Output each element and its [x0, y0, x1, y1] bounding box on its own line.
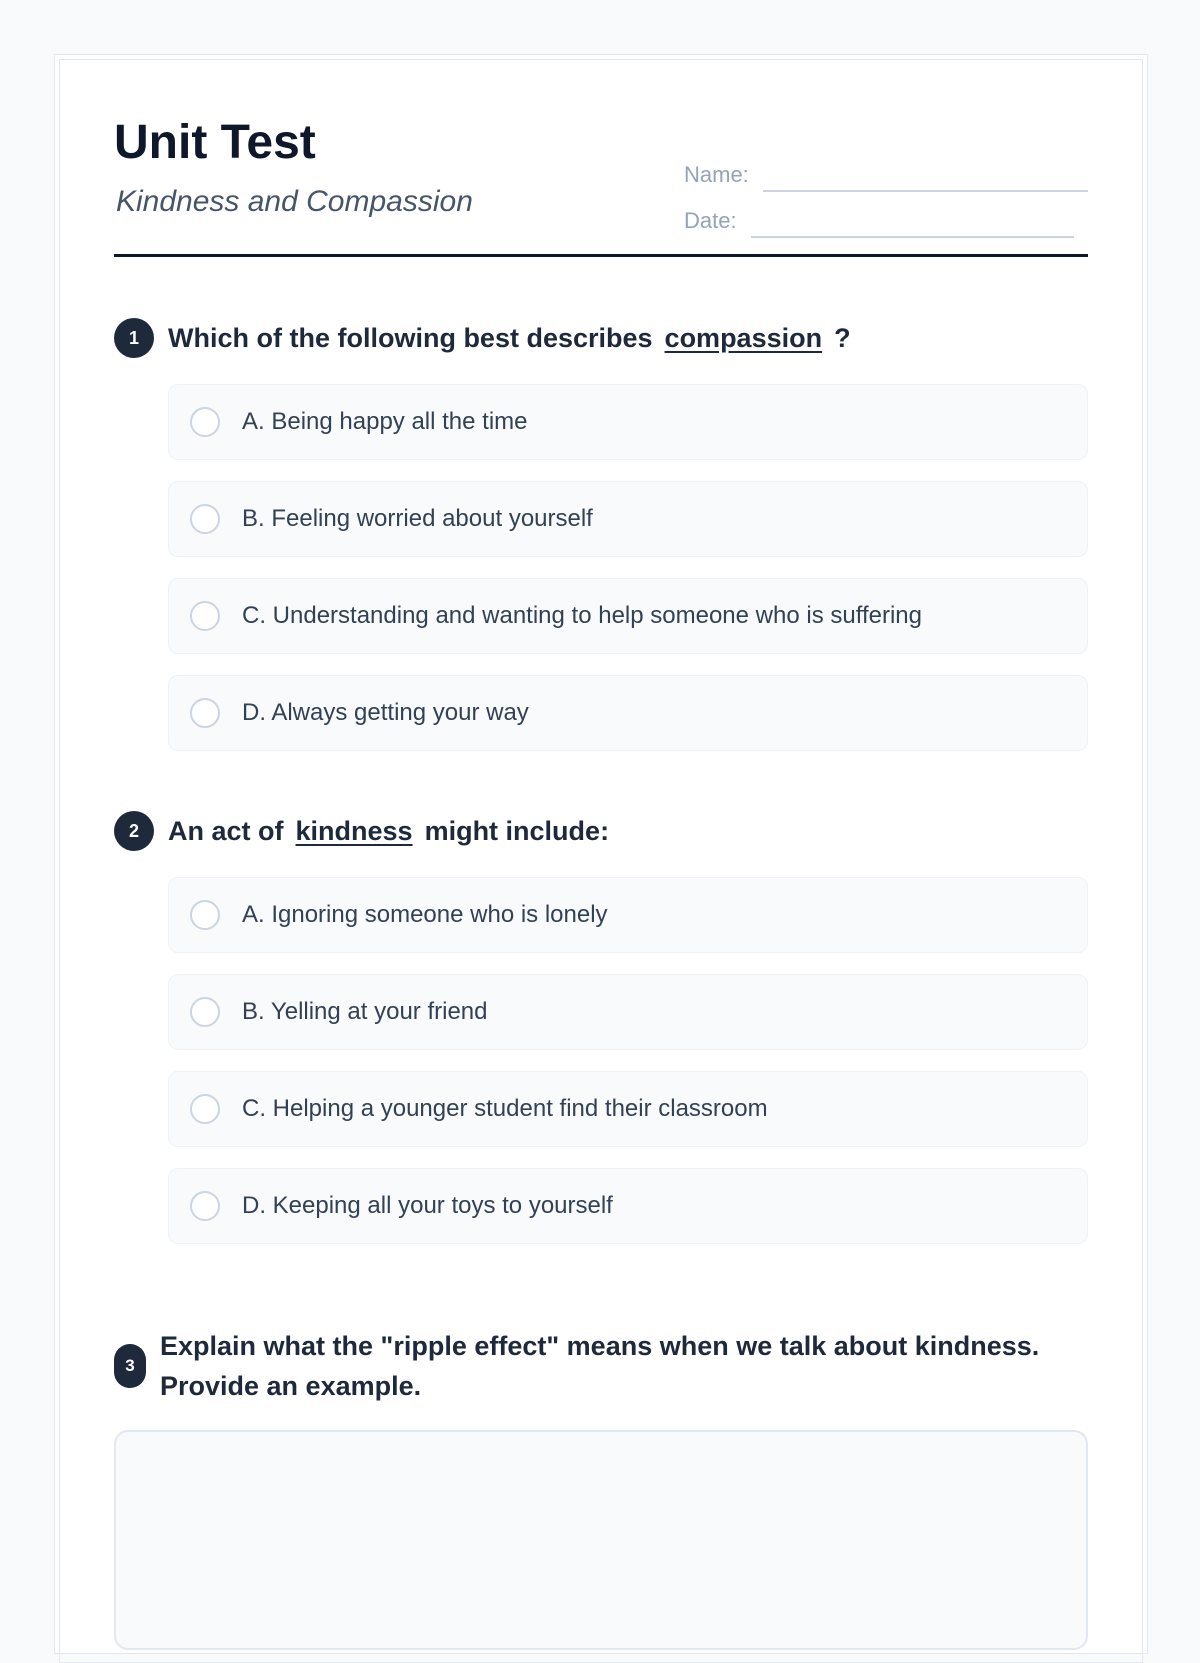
question-number-badge: 1: [114, 318, 154, 358]
question-2: [114, 811, 1088, 1265]
question-text-after: might include:: [424, 815, 610, 846]
question-text: [168, 323, 851, 354]
question-text: Explain what the "ripple effect" means when we talk about kindness. Provide an example.: [160, 1331, 1040, 1401]
question-keyword: compassion: [664, 322, 823, 353]
question-header: [114, 1326, 1088, 1406]
option-label: C. Understanding and wanting to help someone who is suffering: [242, 602, 922, 629]
page-subtitle: Kindness and Compassion: [116, 185, 473, 218]
option-c[interactable]: [168, 578, 1088, 654]
option-d[interactable]: [168, 1168, 1088, 1244]
option-b[interactable]: [168, 481, 1088, 557]
question-text-before: An act of: [168, 815, 284, 846]
name-field[interactable]: [763, 160, 1088, 192]
option-b[interactable]: [168, 974, 1088, 1050]
question-1: [114, 318, 1088, 772]
radio-button[interactable]: [190, 601, 220, 631]
radio-button[interactable]: [190, 997, 220, 1027]
radio-button[interactable]: [190, 504, 220, 534]
radio-button[interactable]: [190, 1094, 220, 1124]
option-label: D. Keeping all your toys to yourself: [242, 1192, 613, 1219]
option-a[interactable]: [168, 384, 1088, 460]
option-a[interactable]: [168, 877, 1088, 953]
option-label: B. Feeling worried about yourself: [242, 505, 593, 532]
radio-button[interactable]: [190, 900, 220, 930]
answer-textarea[interactable]: [114, 1430, 1088, 1650]
date-row: [684, 192, 1088, 238]
radio-button[interactable]: [190, 698, 220, 728]
question-text: [168, 816, 609, 847]
test-header: [114, 112, 1088, 257]
page-title: Unit Test: [114, 116, 316, 169]
option-label: A. Being happy all the time: [242, 408, 528, 435]
answer-options: [168, 384, 1088, 751]
question-3: [114, 1326, 1088, 1406]
question-header: [114, 318, 1088, 358]
question-text-after: ?: [834, 322, 851, 353]
date-label: Date:: [684, 208, 737, 233]
question-header: [114, 811, 1088, 851]
option-label: D. Always getting your way: [242, 699, 529, 726]
radio-button[interactable]: [190, 407, 220, 437]
option-c[interactable]: [168, 1071, 1088, 1147]
option-label: C. Helping a younger student find their classroom: [242, 1095, 768, 1122]
name-row: [684, 146, 1088, 192]
option-label: A. Ignoring someone who is lonely: [242, 901, 608, 928]
question-number-badge: 3: [114, 1344, 146, 1388]
answer-options: [168, 877, 1088, 1244]
name-label: Name:: [684, 162, 749, 187]
radio-button[interactable]: [190, 1191, 220, 1221]
question-keyword: kindness: [295, 815, 413, 846]
option-d[interactable]: [168, 675, 1088, 751]
option-label: B. Yelling at your friend: [242, 998, 488, 1025]
student-info: [684, 146, 1088, 238]
question-number-badge: 2: [114, 811, 154, 851]
question-text-before: Which of the following best describes: [168, 322, 653, 353]
date-field[interactable]: [751, 206, 1074, 238]
